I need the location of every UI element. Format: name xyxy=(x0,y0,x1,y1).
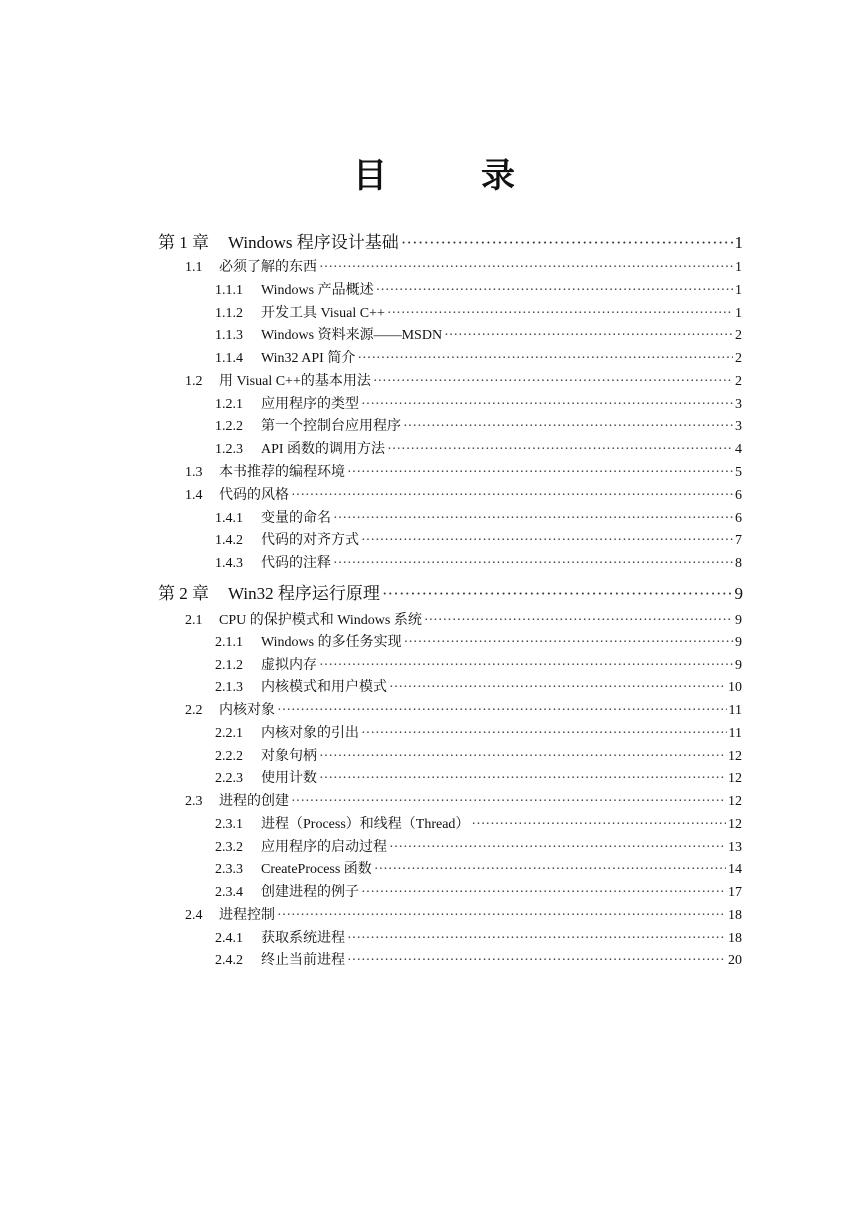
toc-entry-page-number: 3 xyxy=(735,419,742,434)
toc-entry-title: CreateProcess 函数 xyxy=(261,862,372,877)
toc-dot-leader xyxy=(373,374,733,390)
toc-entry-title: API 函数的调用方法 xyxy=(261,442,386,457)
toc-entry-page-number: 12 xyxy=(728,749,742,764)
toc-entry-section[interactable] xyxy=(185,699,742,721)
toc-entry-section[interactable] xyxy=(185,790,742,812)
toc-entry-sub[interactable] xyxy=(215,676,742,698)
toc-entry-title: 使用计数 xyxy=(261,771,317,786)
toc-dot-leader xyxy=(357,351,733,367)
toc-dot-leader xyxy=(389,680,726,696)
toc-dot-leader xyxy=(291,794,726,810)
toc-entry-title: 内核对象的引出 xyxy=(261,726,359,741)
toc-entry-page-number: 1 xyxy=(735,306,742,321)
toc-entry-number: 2.2.3 xyxy=(215,771,243,786)
toc-entry-title: 代码的风格 xyxy=(219,488,289,503)
toc-entry-page-number: 3 xyxy=(735,397,742,412)
toc-entry-title: 进程控制 xyxy=(219,908,275,923)
toc-entry-sub[interactable] xyxy=(215,927,742,949)
toc-entry-title: Windows 资料来源——MSDN xyxy=(261,328,443,343)
toc-entry-title: 代码的注释 xyxy=(261,556,331,571)
toc-entry-sub[interactable] xyxy=(215,767,742,789)
toc-entry-section[interactable] xyxy=(185,256,742,278)
toc-entry-page-number: 6 xyxy=(735,488,742,503)
toc-entry-page-number: 2 xyxy=(735,351,742,366)
toc-entry-number: 2.3.4 xyxy=(215,885,243,900)
toc-entry-number: 1.1.1 xyxy=(215,283,243,298)
toc-entry-number: 1.2.1 xyxy=(215,397,243,412)
toc-dot-leader xyxy=(361,397,733,413)
toc-entry-page-number: 9 xyxy=(735,658,742,673)
toc-entry-section[interactable] xyxy=(185,609,742,631)
toc-entry-page-number: 2 xyxy=(735,374,742,389)
toc-entry-number: 1.2 xyxy=(185,374,203,389)
toc-entry-title: 第一个控制台应用程序 xyxy=(261,419,401,434)
toc-entry-sub[interactable] xyxy=(215,279,742,301)
toc-entry-page-number: 1 xyxy=(735,283,742,298)
toc-dot-leader xyxy=(277,908,726,924)
toc-dot-leader xyxy=(404,635,733,651)
toc-entry-page-number: 18 xyxy=(728,931,742,946)
toc-entry-title: 对象句柄 xyxy=(261,749,317,764)
toc-entry-sub[interactable] xyxy=(215,858,742,880)
toc-dot-leader xyxy=(277,703,727,719)
toc-dot-leader xyxy=(333,556,733,572)
toc-entry-title: 本书推荐的编程环境 xyxy=(219,465,345,480)
toc-entry-number: 2.3.2 xyxy=(215,840,243,855)
toc-entry-number: 第 1 章 xyxy=(158,233,209,252)
toc-entry-sub[interactable] xyxy=(215,949,742,971)
toc-entry-number: 2.2.2 xyxy=(215,749,243,764)
toc-entry-title: 进程（Process）和线程（Thread） xyxy=(261,817,470,832)
toc-dot-leader xyxy=(374,862,726,878)
toc-entry-title: 应用程序的启动过程 xyxy=(261,840,387,855)
toc-dot-leader xyxy=(319,771,726,787)
toc-entry-page-number: 11 xyxy=(728,703,742,718)
toc-entry-title: 进程的创建 xyxy=(219,794,289,809)
toc-entry-sub[interactable] xyxy=(215,836,742,858)
toc-entry-number: 2.4 xyxy=(185,908,203,923)
toc-entry-page-number: 11 xyxy=(728,726,742,741)
toc-dot-leader xyxy=(389,840,726,856)
toc-entry-page-number: 6 xyxy=(735,511,742,526)
toc-entry-sub[interactable] xyxy=(215,507,742,529)
toc-entry-title: 虚拟内存 xyxy=(261,658,317,673)
toc-dot-leader xyxy=(291,488,733,504)
toc-dot-leader xyxy=(403,419,733,435)
toc-entry-section[interactable] xyxy=(185,484,742,506)
toc-entry-sub[interactable] xyxy=(215,302,742,324)
toc-entry-page-number: 8 xyxy=(735,556,742,571)
toc-entry-chapter[interactable] xyxy=(158,579,743,605)
toc-entry-number: 1.4 xyxy=(185,488,203,503)
toc-dot-leader xyxy=(471,817,726,833)
toc-entry-title: Windows 的多任务实现 xyxy=(261,635,402,650)
toc-entry-number: 2.3 xyxy=(185,794,203,809)
toc-entry-number: 2.4.2 xyxy=(215,953,243,968)
toc-entry-sub[interactable] xyxy=(215,438,742,460)
toc-entry-title: 变量的命名 xyxy=(261,511,331,526)
toc-dot-leader xyxy=(376,283,733,299)
toc-entry-title: Windows 程序设计基础 xyxy=(228,233,399,252)
toc-dot-leader xyxy=(387,306,733,322)
toc-entry-page-number: 5 xyxy=(735,465,742,480)
toc-entry-number: 第 2 章 xyxy=(158,584,209,603)
toc-entry-sub[interactable] xyxy=(215,415,742,437)
toc-entry-number: 2.2 xyxy=(185,703,203,718)
toc-entry-chapter[interactable] xyxy=(158,228,743,254)
toc-entry-page-number: 1 xyxy=(735,260,742,275)
toc-entry-number: 2.1.3 xyxy=(215,680,243,695)
toc-entry-title: Win32 程序运行原理 xyxy=(228,584,380,603)
toc-entry-sub[interactable] xyxy=(215,631,742,653)
toc-entry-page-number: 9 xyxy=(734,584,743,603)
toc-entry-page-number: 18 xyxy=(728,908,742,923)
toc-entry-page-number: 1 xyxy=(734,233,743,252)
toc-dot-leader xyxy=(424,613,733,629)
toc-entry-title: 开发工具 Visual C++ xyxy=(261,306,385,321)
toc-entry-sub[interactable] xyxy=(215,813,742,835)
toc-entry-number: 1.1 xyxy=(185,260,203,275)
toc-dot-leader xyxy=(319,260,733,276)
toc-entry-sub[interactable] xyxy=(215,722,742,744)
toc-entry-number: 2.1 xyxy=(185,613,203,628)
toc-entry-page-number: 9 xyxy=(735,613,742,628)
toc-entry-number: 1.1.4 xyxy=(215,351,243,366)
toc-entry-number: 2.1.2 xyxy=(215,658,243,673)
toc-entry-number: 1.2.3 xyxy=(215,442,243,457)
toc-entry-number: 2.3.3 xyxy=(215,862,243,877)
toc-entry-page-number: 9 xyxy=(735,635,742,650)
toc-entry-page-number: 4 xyxy=(735,442,742,457)
toc-dot-leader xyxy=(387,442,733,458)
toc-entry-number: 2.3.1 xyxy=(215,817,243,832)
toc-entry-number: 1.4.2 xyxy=(215,533,243,548)
toc-entry-title: 应用程序的类型 xyxy=(261,397,359,412)
toc-entry-title: 创建进程的例子 xyxy=(261,885,359,900)
toc-entry-title: 用 Visual C++的基本用法 xyxy=(219,374,371,389)
toc-entry-title: Win32 API 简介 xyxy=(261,351,356,366)
toc-entry-page-number: 12 xyxy=(728,794,742,809)
toc-entry-section[interactable] xyxy=(185,370,742,392)
toc-dot-leader xyxy=(361,533,733,549)
toc-entry-number: 1.4.3 xyxy=(215,556,243,571)
toc-entry-section[interactable] xyxy=(185,904,742,926)
toc-entry-number: 1.4.1 xyxy=(215,511,243,526)
toc-entry-title: 终止当前进程 xyxy=(261,953,345,968)
toc-entry-page-number: 20 xyxy=(728,953,742,968)
toc-entry-page-number: 2 xyxy=(735,328,742,343)
toc-entry-sub[interactable] xyxy=(215,529,742,551)
toc-entry-sub[interactable] xyxy=(215,654,742,676)
toc-entry-title: Windows 产品概述 xyxy=(261,283,374,298)
toc-dot-leader xyxy=(444,328,733,344)
toc-entry-title: 内核对象 xyxy=(219,703,275,718)
toc-dot-leader xyxy=(347,931,726,947)
toc-entry-number: 1.2.2 xyxy=(215,419,243,434)
toc-entry-number: 1.1.2 xyxy=(215,306,243,321)
toc-entry-page-number: 14 xyxy=(728,862,742,877)
toc-entry-title: 内核模式和用户模式 xyxy=(261,680,387,695)
toc-dot-leader xyxy=(319,658,733,674)
toc-entry-sub[interactable] xyxy=(215,347,742,369)
toc-entry-sub[interactable] xyxy=(215,745,742,767)
toc-entry-number: 1.1.3 xyxy=(215,328,243,343)
toc-entry-page-number: 12 xyxy=(728,771,742,786)
toc-entry-page-number: 13 xyxy=(728,840,742,855)
toc-entry-sub[interactable] xyxy=(215,324,742,346)
toc-entry-number: 2.1.1 xyxy=(215,635,243,650)
toc-entry-page-number: 7 xyxy=(735,533,742,548)
toc-entry-page-number: 12 xyxy=(728,817,742,832)
page-title: 目 录 xyxy=(353,156,545,196)
toc-entry-page-number: 10 xyxy=(728,680,742,695)
toc-entry-sub[interactable] xyxy=(215,552,742,574)
toc-entry-title: 获取系统进程 xyxy=(261,931,345,946)
toc-dot-leader xyxy=(347,465,733,481)
toc-dot-leader xyxy=(361,885,726,901)
toc-entry-title: CPU 的保护模式和 Windows 系统 xyxy=(219,613,422,628)
toc-entry-number: 2.4.1 xyxy=(215,931,243,946)
toc-dot-leader xyxy=(319,749,726,765)
toc-entry-sub[interactable] xyxy=(215,881,742,903)
toc-entry-section[interactable] xyxy=(185,461,742,483)
toc-dot-leader xyxy=(361,726,727,742)
toc-dot-leader xyxy=(382,584,733,604)
toc-dot-leader xyxy=(347,953,726,969)
toc-entry-title: 必须了解的东西 xyxy=(219,260,317,275)
toc-entry-number: 1.3 xyxy=(185,465,203,480)
toc-dot-leader xyxy=(333,511,733,527)
toc-entry-number: 2.2.1 xyxy=(215,726,243,741)
toc-dot-leader xyxy=(401,233,733,253)
toc-entry-title: 代码的对齐方式 xyxy=(261,533,359,548)
toc-entry-sub[interactable] xyxy=(215,393,742,415)
toc-entry-page-number: 17 xyxy=(728,885,742,900)
